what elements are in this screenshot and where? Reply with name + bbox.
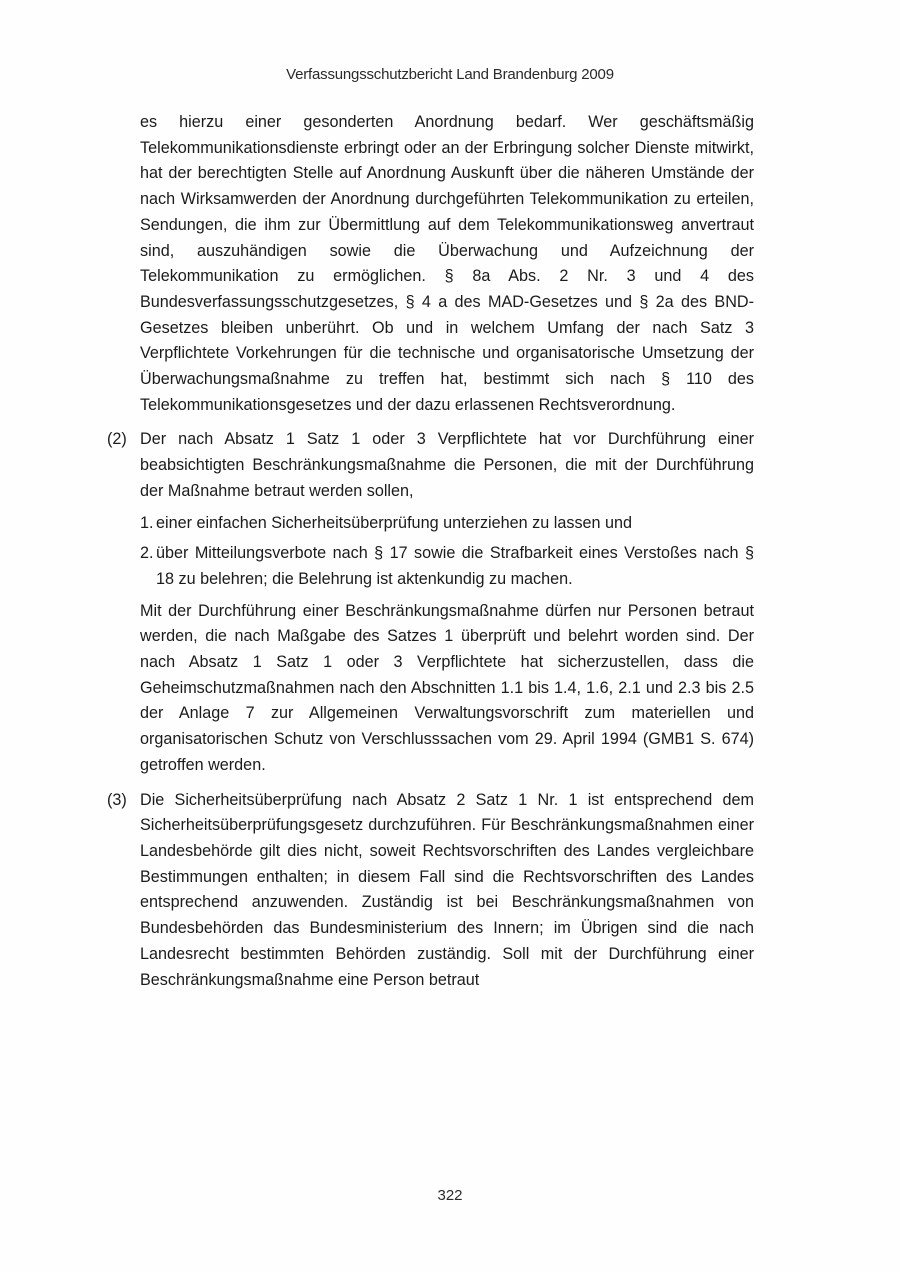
section-3 [107,788,754,994]
section-2 [107,427,754,778]
section-2-number: (2) [107,430,127,449]
list-item [140,541,754,592]
continuation-paragraph: es hierzu einer gesonderten Anordnung bedarf. Wer geschäftsmäßig Telekommunikationsdienste erbringt oder an der Erbringung solcher Dienste mitwirkt, hat der berechtigten Stelle auf Anordnung Auskunft über die näheren Umstände der nach Wirksamwerden der Anordnung durchgeführten Telekommunikation zu erteilen, Sendungen, die ihm zur Übermittlung auf dem Telekommunikationsweg anvertraut sind, auszuhändigen sowie die Überwachung und Aufzeichnung der Telekommunikation zu ermöglichen. § 8a Abs. 2 Nr. 3 und 4 des Bundesverfassungsschutzgesetzes, § 4 a des MAD-Gesetzes und § 2a des BND-Gesetzes bleiben unberührt. Ob und in welchem Umfang der nach Satz 3 Verpflichtete Vorkehrungen für die technische und organisatorische Umsetzung der Überwachungsmaßnahme zu treffen hat, bestimmt sich nach § 110 des Telekommunikationsgesetzes und der dazu erlassenen Rechtsverordnung. [140,113,754,414]
running-header: Verfassungsschutzbericht Land Brandenburg 2009 [286,66,614,83]
section-2-list [140,511,754,593]
body-text [107,110,754,993]
section-3-number: (3) [107,790,127,809]
list-item-text: einer einfachen Sicherheitsüberprüfung unterziehen zu lassen und [156,513,633,532]
page-number: 322 [437,1187,463,1204]
list-item-number: 2. [140,544,154,563]
section-3-text: Die Sicherheitsüberprüfung nach Absatz 2 Satz 1 Nr. 1 ist entsprechend dem Sicherheitsüberprüfungsgesetz durchzuführen. Für Beschränkungsmaßnahmen einer Landesbehörde gilt dies nicht, soweit Rechtsvorschriften des Landes vergleichbare Bestimmungen enthalten; in diesem Fall sind die Rechtsvorschriften des Landes entsprechend anzuwenden. Zuständig ist bei Beschränkungsmaßnahmen von Bundesbehörden das Bundesministerium des Innern; im Übrigen sind die nach Landesrecht bestimmten Behörden zuständig. Soll mit der Durchführung einer Beschränkungsmaßnahme eine Person betraut [140,790,754,989]
list-item-text: über Mitteilungsverbote nach § 17 sowie die Strafbarkeit eines Verstoßes nach § 18 zu belehren; die Belehrung ist aktenkundig zu machen. [156,544,754,588]
list-item [140,511,754,537]
section-2-tail: Mit der Durchführung einer Beschränkungsmaßnahme dürfen nur Personen betraut werden, die nach Maßgabe des Satzes 1 überprüft und belehrt worden sind. Der nach Absatz 1 Satz 1 oder 3 Verpflichtete hat sicherzustellen, dass die Geheimschutzmaßnahmen nach den Abschnitten 1.1 bis 1.4, 1.6, 2.1 und 2.3 bis 2.5 der Anlage 7 zur Allgemeinen Verwaltungsvorschrift zum materiellen und organisatorischen Schutz von Verschlusssachen vom 29. April 1994 (GMB1 S. 674) getroffen werden. [140,601,754,774]
list-item-number: 1. [140,513,154,532]
section-2-intro: Der nach Absatz 1 Satz 1 oder 3 Verpflichtete hat vor Durchführung einer beabsichtigten Beschränkungsmaßnahme die Personen, die mit der Durchführung der Maßnahme betraut werden sollen, [140,430,754,500]
